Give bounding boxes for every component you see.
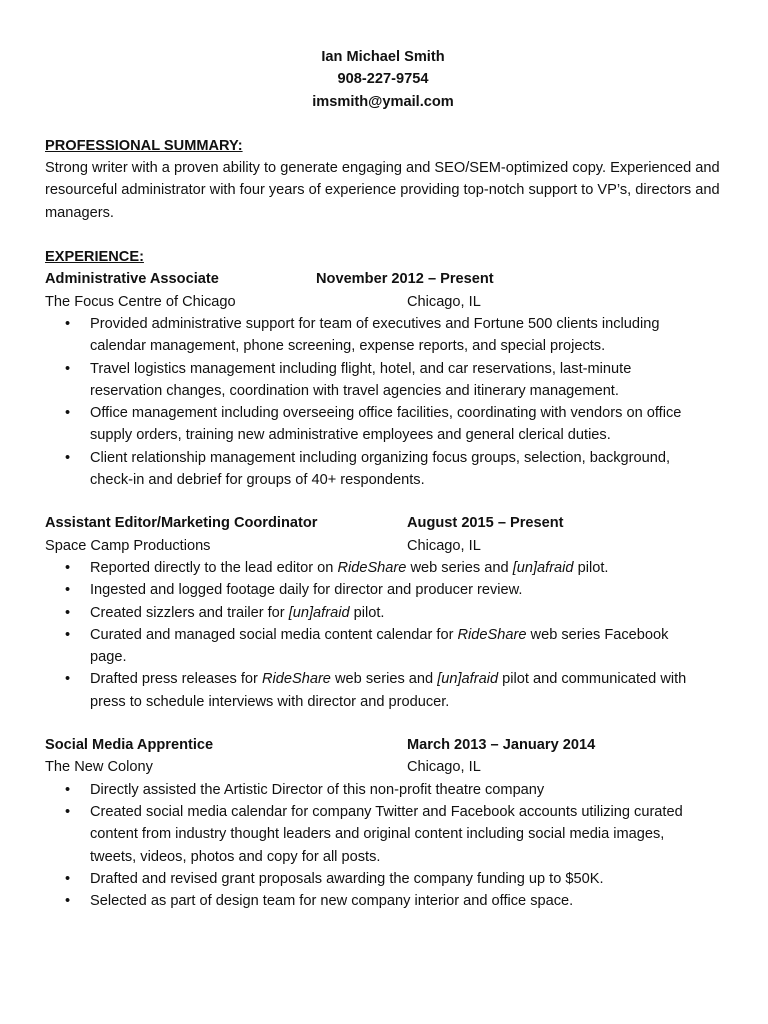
job-dates: November 2012 – Present [316,271,494,288]
bullet-item [45,402,690,447]
job-role: Administrative Associate [45,271,219,288]
bullet-item [45,668,690,713]
bullet-icon: • [65,604,71,621]
bullet-item [45,602,690,624]
summary-text: Strong writer with a proven ability to generate engaging and SEO/SEM-optimized copy. Experienced and resourceful administrator with four years of experience providing top-notch support to VP’s, directors and managers. [45,160,720,221]
applicant-phone: 908-227-9754 [337,71,429,88]
bullet-text: Created sizzlers and trailer for [90,604,289,621]
job-title-row [45,734,735,756]
bullet-item [45,890,690,912]
job-entry [45,512,735,713]
bullet-text: Curated and managed social media content calendar for [90,626,458,643]
bullet-item [45,447,690,492]
bullet-item [45,579,690,601]
bullet-text: web series and [330,671,438,688]
job-location: Chicago, IL [407,537,481,554]
applicant-name: Ian Michael Smith [321,49,445,65]
bullet-icon: • [65,870,71,887]
resume-page [45,46,735,912]
bullet-icon: • [65,582,71,599]
resume-header [45,46,721,113]
bullet-icon: • [65,803,71,820]
bullet-text: web series and [406,559,513,576]
job-entry [45,268,735,491]
bullet-text: Office management including overseeing office facilities, coordinating with vendors on office supply orders, training new administrative employees and general clerical duties. [90,405,682,444]
bullet-text: pilot and communicated with press to schedule interviews with director and producer. [90,671,687,710]
job-company: The Focus Centre of Chicago [45,293,236,310]
bullet-text: Reported directly to the lead editor on [90,559,338,576]
bullet-icon: • [65,893,71,910]
job-company-row [45,535,735,557]
job-company-row [45,291,735,313]
job-company: The New Colony [45,759,153,776]
show-title: RideShare [337,559,407,576]
bullet-text: pilot. [573,559,609,576]
bullet-text: Directly assisted the Artistic Director of this non-profit theatre company [90,781,545,798]
bullet-item [45,801,690,868]
bullet-item [45,358,690,403]
job-location: Chicago, IL [407,759,481,776]
job-role: Social Media Apprentice [45,737,214,754]
show-title: [un]afraid [512,559,574,576]
bullet-text: Ingested and logged footage daily for director and producer review. [90,582,523,599]
job-title-row [45,512,735,534]
job-dates: August 2015 – Present [407,515,564,532]
bullet-icon: • [65,449,71,466]
job-bullets [45,313,735,491]
bullet-item [45,868,690,890]
job-company: Space Camp Productions [45,537,211,554]
job-company-row [45,756,735,778]
bullet-text: Drafted and revised grant proposals awarding the company funding up to $50K. [90,870,604,887]
bullet-icon: • [65,360,71,377]
bullet-text: Created social media calendar for company Twitter and Facebook accounts utilizing curated content from industry thought leaders and original content including social media images, tweets, videos, photos and copy for all posts. [90,803,683,865]
bullet-text: Provided administrative support for team of executives and Fortune 500 clients including calendar management, phone screening, expense reports, and special projects. [90,315,660,355]
bullet-text: Drafted press releases for [90,671,262,688]
bullet-text: Travel logistics management including flight, hotel, and car reservations, last-minute reservation changes, coordination with travel agencies and itinerary management. [90,360,632,399]
bullet-text: Selected as part of design team for new company interior and office space. [90,893,574,910]
job-entry [45,734,735,912]
job-bullets [45,779,735,913]
bullet-icon: • [65,626,71,643]
bullet-icon: • [65,405,71,422]
show-title: [un]afraid [437,671,499,688]
bullet-icon: • [65,671,71,688]
bullet-icon: • [65,559,71,576]
bullet-icon: • [65,781,71,798]
bullet-item [45,624,690,669]
show-title: RideShare [457,626,527,643]
bullet-text: web series Facebook page. [90,626,669,666]
bullet-text: Client relationship management including organizing focus groups, selection, background, check-in and debrief for groups of 40+ respondents. [90,449,671,489]
job-location: Chicago, IL [407,293,481,310]
bullet-icon: • [65,315,71,332]
applicant-email: imsmith@ymail.com [312,93,454,110]
job-dates: March 2013 – January 2014 [407,737,596,754]
bullet-item [45,779,690,801]
show-title: [un]afraid [288,604,350,621]
job-role: Assistant Editor/Marketing Coordinator [45,515,318,532]
show-title: RideShare [261,671,331,688]
experience-heading: EXPERIENCE: [45,249,144,266]
bullet-item [45,557,690,579]
bullet-item [45,313,690,358]
job-title-row [45,268,735,290]
job-bullets [45,557,735,713]
summary-heading: PROFESSIONAL SUMMARY: [45,137,243,154]
bullet-text: pilot. [349,604,385,621]
